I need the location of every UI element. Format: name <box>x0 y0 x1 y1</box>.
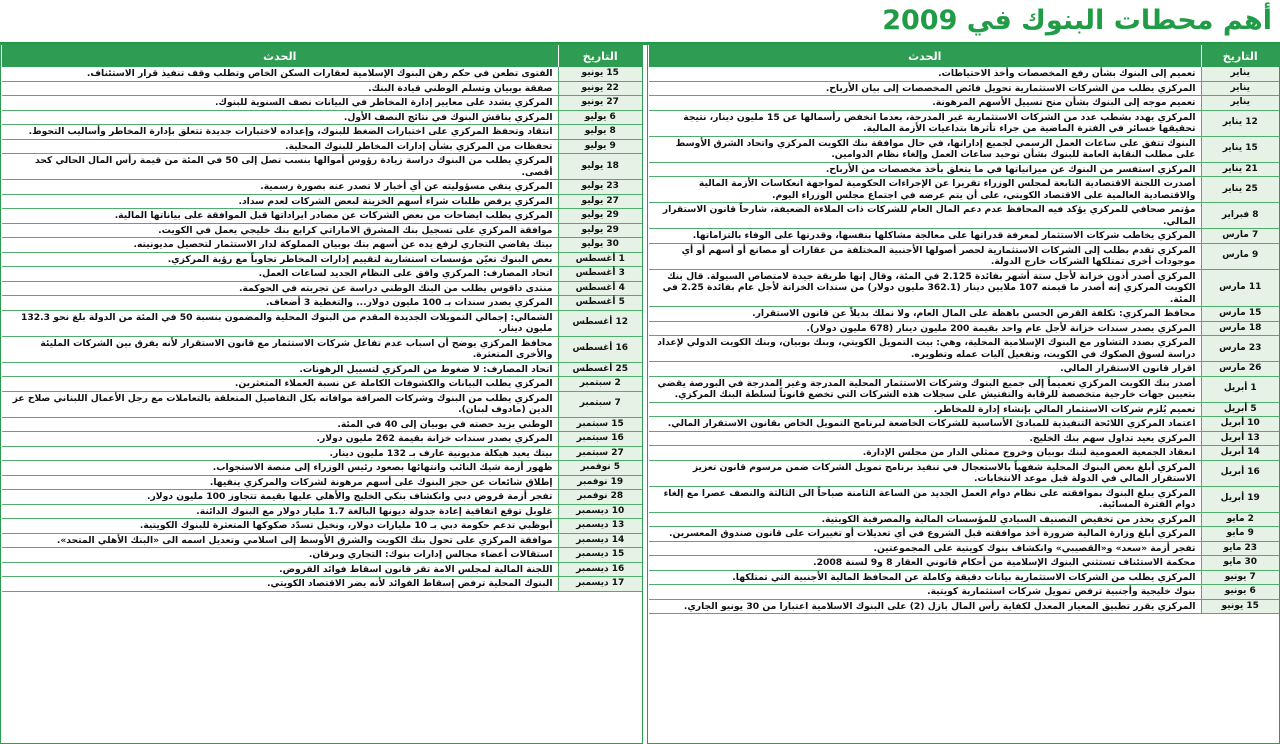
table-row <box>2 391 643 417</box>
table-row <box>2 180 643 195</box>
table-row <box>2 548 643 563</box>
row-event: مؤتمر صحافي للمركزي يؤكد فيه المحافظ عدم دعم المال العام للشركات ذات الملاءة الضعيفة، شارحاً قانون الاستقرار المالي. <box>649 203 1202 229</box>
table-row <box>2 154 643 180</box>
row-event: محافظ المركزي يوضح أن اسباب عدم تفاعل شركات الاستثمار مع قانون الاستقرار لأنه يفرق بين الشركات المليئة والأخرى المتعثرة. <box>2 336 559 362</box>
row-event: ظهور أزمة شيك النائب وانتهائها بصعود رئيس الوزراء إلى منصة الاستجواب. <box>2 461 559 476</box>
row-date: يناير <box>1201 81 1279 96</box>
row-event: المركزي أبلغ بعض البنوك المحلية شفهياً بالاستعجال في تنفيذ برنامج تمويل الشركات ضمن مرسوم قانون تعزيز الاستقرار المالي في الدولة قبل موعد الانتخابات. <box>649 460 1202 486</box>
row-date: 25 يناير <box>1201 177 1279 203</box>
row-event: أبوظبي تدعم حكومة دبي بـ 10 مليارات دولار، ونخيل تسدّد صكوكها المتعثرة للبنوك الكويتية. <box>2 519 559 534</box>
row-event: اللجنة المالية لمجلس الامة تقر قانون اسقاط فوائد القروض. <box>2 562 559 577</box>
table-row <box>2 110 643 125</box>
row-event: تعميم إلى البنوك بشأن رفع المخصصات وأخذ الاحتياطات. <box>649 67 1202 81</box>
row-date: 28 نوفمبر <box>558 490 642 505</box>
row-event: المركزي يشدد على معايير إدارة المخاطر في البيانات نصف السنوية للبنوك. <box>2 96 559 111</box>
table-row <box>2 296 643 311</box>
table-row <box>649 307 1280 322</box>
row-date: 14 أبريل <box>1201 446 1279 461</box>
table-row <box>649 486 1280 512</box>
row-event: الفتوى تطعن في حكم رهن البنوك الإسلامية لعقارات السكن الخاص وتطلب وقف تنفيذ قرار الاستئناف. <box>2 67 559 81</box>
row-event: تفجر أزمة «سعد» و«القصيبي» وانكشاف بنوك كويتية على المجموعتين. <box>649 541 1202 556</box>
row-event: تعميم موجه إلى البنوك بشأن منح تسييل الأسهم المرهونة. <box>649 96 1202 111</box>
timeline-table-left <box>0 44 643 744</box>
row-event: اتحاد المصارف: المركزي وافق على النظام الجديد لساعات العمل. <box>2 267 559 282</box>
row-event: البنوك المحلية ترفض إسقاط الفوائد لأنه يضر الاقتصاد الكويتي. <box>2 577 559 592</box>
row-date: 15 يونيو <box>1201 599 1279 614</box>
row-date: 15 ديسمبر <box>558 548 642 563</box>
row-date: 1 أبريل <box>1201 376 1279 402</box>
row-event: استقالات أعضاء مجالس إدارات بنوك: التجاري وبرقان. <box>2 548 559 563</box>
row-date: 29 يوليو <box>558 223 642 238</box>
row-event: تفجر أزمة قروض دبي وانكشاف بنكي الخليج والأهلي عليها بقيمة تتجاوز 100 مليون دولار. <box>2 490 559 505</box>
row-date: 7 سبتمبر <box>558 391 642 417</box>
row-date: 22 يونيو <box>558 81 642 96</box>
row-event: المركزي يصدر سندات خزانة لأجل عام واحد بقيمة 200 مليون دينار (678 مليون دولار). <box>649 321 1202 336</box>
table-row <box>649 177 1280 203</box>
row-date: 30 مايو <box>1201 556 1279 571</box>
row-event: بعض البنوك تعيّن مؤسسات استشارية لتقييم إدارات المخاطر تجاوباً مع رؤية المركزي. <box>2 252 559 267</box>
table-row <box>649 585 1280 600</box>
table-row <box>2 432 643 447</box>
row-date: 11 مارس <box>1201 269 1279 307</box>
table-row <box>2 96 643 111</box>
row-event: المركزي تقدم بطلب إلى الشركات الاستثمارية لحصر أصولها الأجنبية المختلفة من عقارات أو مصانع أو أسهم أو أي موجودات أخرى تمتلكها الشركات خارج الدولة. <box>649 243 1202 269</box>
row-date: يناير <box>1201 67 1279 81</box>
table-row <box>649 203 1280 229</box>
row-date: 4 أغسطس <box>558 281 642 296</box>
row-date: 10 أبريل <box>1201 417 1279 432</box>
row-date: 23 مايو <box>1201 541 1279 556</box>
row-date: 18 مارس <box>1201 321 1279 336</box>
row-date: 27 يونيو <box>558 96 642 111</box>
row-date: 2 مايو <box>1201 512 1279 527</box>
table-row <box>649 362 1280 377</box>
row-event: إطلاق شائعات عن حجز البنوك على أسهم مرهونة لشركات والمركزي ينفيها. <box>2 475 559 490</box>
table-row <box>2 577 643 592</box>
row-event: البنوك تتفق على ساعات العمل الرسمي لجميع إداراتها، في حال موافقة بنك الكويت المركزي واتحاد الشرق الأوسط على مطلب النقابة العامة للبنوك بشأن توحيد ساعات العمل وإلغاء نظام الدوامين. <box>649 136 1202 162</box>
row-date: 17 ديسمبر <box>558 577 642 592</box>
table-row <box>649 541 1280 556</box>
date-column-header: التاريخ <box>1201 45 1279 67</box>
row-date: 27 يوليو <box>558 194 642 209</box>
row-event: المركزي يصدر سندات خزانة بقيمة 262 مليون دولار. <box>2 432 559 447</box>
row-event: منتدى داقوس يطلب من البنك الوطني دراسة عن تجربته في الحوكمة. <box>2 281 559 296</box>
row-date: 7 مارس <box>1201 229 1279 244</box>
table-row <box>2 81 643 96</box>
row-date: 15 مارس <box>1201 307 1279 322</box>
table-row <box>649 376 1280 402</box>
title-bar <box>0 0 1280 45</box>
table-row <box>2 67 643 81</box>
table-row <box>2 504 643 519</box>
row-date: 27 سبتمبر <box>558 446 642 461</box>
table-row <box>2 377 643 392</box>
table-row <box>2 362 643 377</box>
table-row <box>2 125 643 140</box>
row-date: 16 أبريل <box>1201 460 1279 486</box>
row-event: الشمالي: إجمالي التمويلات الجديدة المقدم من البنوك المحلية والمضمون بنسبة 50 في المئة من الدولة بلغ نحو 132.3 مليون دينار. <box>2 310 559 336</box>
table-row <box>2 139 643 154</box>
row-date: 5 أبريل <box>1201 402 1279 417</box>
table-row <box>649 321 1280 336</box>
row-event: أصدرت اللجنة الاقتصادية التابعة لمجلس الوزراء تقريرا عن الإجراءات الحكومية لمواجهة انعكاسات الأزمة المالية والاقتصادية العالمية على الاقتصاد الكويتي، على أن يتم عرضه في اجتماع مجلس الوزراء اليوم. <box>649 177 1202 203</box>
row-date: 19 نوفمبر <box>558 475 642 490</box>
row-event: المركزي يرفض طلبات شراء أسهم الخزينة لبعض الشركات لعدم سداد. <box>2 194 559 209</box>
row-event: المركزي أصدر أذون خزانة لأجل ستة أشهر بفائدة 2.125 في المئة، وقال إنها طريقة جيدة لامتصاص السيولة. قال بنك الكويت المركزي إنه أصدر ما قيمته 107 ملايين دينار (362.1 مليون دولار) من سندات الخزانة لأجل عام بفائدة 2.25 في المئة. <box>649 269 1202 307</box>
row-date: 8 فبراير <box>1201 203 1279 229</box>
row-event: المركزي يهدد بشطب عدد من الشركات الاستثمارية غير المدرجة، بعدما انخفض رأسمالها عن 15 مليون دينار، نتيجة تحقيقها خسائر في الفترة الماضية من جراء تأثرها بتداعيات الأزمة المالية. <box>649 110 1202 136</box>
table-row <box>649 243 1280 269</box>
row-date: 9 مايو <box>1201 527 1279 542</box>
table-row <box>649 67 1280 81</box>
row-event: المركزي يصدر سندات بـ 100 مليون دولار... والتغطية 3 أضعاف. <box>2 296 559 311</box>
row-event: المركزي يطلب ايضاحات من بعض الشركات عن مصادر ايراداتها قبل الموافقة على بياناتها المالية. <box>2 209 559 224</box>
row-event: الوطني يزيد حصته في بوبيان إلى 40 في المئة. <box>2 417 559 432</box>
table-row <box>649 110 1280 136</box>
table-row <box>2 223 643 238</box>
timeline-table-right <box>647 44 1280 744</box>
row-event: المركزي ينفي مسؤوليته عن أي أخبار لا تصدر عنه بصورة رسمية. <box>2 180 559 195</box>
row-date: 12 أغسطس <box>558 310 642 336</box>
row-event: محكمة الاستئناف تستثني البنوك الإسلامية من أحكام قانوني العقار 8 و9 لسنة 2008. <box>649 556 1202 571</box>
row-date: 9 يوليو <box>558 139 642 154</box>
row-date: 15 يونيو <box>558 67 642 81</box>
row-event: موافقة المركزي على تسجيل بنك المشرق الاماراتي كرابع بنك خليجي يعمل في الكويت. <box>2 223 559 238</box>
table-row <box>2 562 643 577</box>
table-row <box>2 310 643 336</box>
row-date: 16 ديسمبر <box>558 562 642 577</box>
table-row <box>2 475 643 490</box>
table-row <box>2 417 643 432</box>
row-event: المركزي يطلب من البنوك وشركات الصرافة موافاته بكل التفاصيل المتعلقة بالتعاملات مع رجل الأعمال اللبناني صلاح عز الدين (مادوف لبنان). <box>2 391 559 417</box>
row-date: 7 يونيو <box>1201 570 1279 585</box>
event-column-header: الحدث <box>649 45 1202 67</box>
row-date: 23 يوليو <box>558 180 642 195</box>
row-event: اعتماد المركزي اللائحة التنفيذية للمبادئ الأساسية للشركات الخاضعة لبرنامج التمويل الخاص بقانون الاستقرار المالي. <box>649 417 1202 432</box>
row-event: صفقة بوبيان وتسلم الوطني قيادة البنك. <box>2 81 559 96</box>
table-row <box>649 599 1280 614</box>
table-row <box>649 269 1280 307</box>
row-date: يناير <box>1201 96 1279 111</box>
row-event: المركزي بصدد التشاور مع البنوك الإسلامية المحلية، وهي: بيت التمويل الكويتي، وبنك بوبيان، وبنك الكويت الدولي لإعداد دراسة لسوق الصكوك في الكويت، وتفعيل آليات عمله وتطويره. <box>649 336 1202 362</box>
row-event: محافظ المركزي: تكلفة القرض الحسن باهظة على المال العام، ولا نملك بديلاً عن قانون الاستقرار. <box>649 307 1202 322</box>
row-event: المركزي يقرر تطبيق المعيار المعدل لكفاية رأس المال بازل (2) على البنوك الاسلامية اعتبارا من 30 يونيو الجاري. <box>649 599 1202 614</box>
row-event: المركزي أبلغ وزارة المالية ضرورة أخذ موافقته قبل الشروع في أي تعديلات أو تغييرات على قانون صندوق المعسرين. <box>649 527 1202 542</box>
row-date: 10 ديسمبر <box>558 504 642 519</box>
row-event: تحفظات من المركزي بشأن إدارات المخاطر للبنوك المحلية. <box>2 139 559 154</box>
table-row <box>649 136 1280 162</box>
row-event: أصدر بنك الكويت المركزي تعميماً إلى جميع البنوك وشركات الاستثمار المحلية المدرجة وغير المدرجة في البورصة يقضي بتعيين جهات خارجية متخصصة للرقابة والتفتيش على سجلات هذه الشركات التي تخضع قانوناً لسلطة البنك المركزي. <box>649 376 1202 402</box>
table-row <box>649 431 1280 446</box>
table-row <box>649 556 1280 571</box>
row-event: اقرار قانون الاستقرار المالي. <box>649 362 1202 377</box>
table-row <box>649 417 1280 432</box>
row-date: 8 يوليو <box>558 125 642 140</box>
row-event: بيتك يعيد هيكلة مديونية عارف بـ 132 مليون دينار. <box>2 446 559 461</box>
table-row <box>649 402 1280 417</box>
row-date: 19 أبريل <box>1201 486 1279 512</box>
row-event: غلوبل توقع اتفاقية إعادة جدولة ديونها البالغة 1.7 مليار دولار مع البنوك الدائنة. <box>2 504 559 519</box>
table-row <box>2 533 643 548</box>
table-row <box>649 96 1280 111</box>
row-date: 21 يناير <box>1201 162 1279 177</box>
row-date: 1 أغسطس <box>558 252 642 267</box>
page-title: أهم محطات البنوك في 2009 <box>882 5 1272 36</box>
row-date: 12 يناير <box>1201 110 1279 136</box>
table-row <box>649 81 1280 96</box>
table-row <box>2 209 643 224</box>
row-date: 2 سبتمبر <box>558 377 642 392</box>
event-column-header: الحدث <box>2 45 559 67</box>
row-event: المركزي يطلب من الشركات الاستثمارية بيانات دقيقة وكاملة عن المحافظ المالية الأجنبية التي تمتلكها. <box>649 570 1202 585</box>
table-row <box>2 490 643 505</box>
table-row <box>2 252 643 267</box>
row-event: موافقة المركزي على تحول بنك الكويت والشرق الأوسط إلى اسلامي وتعديل اسمه الى «البنك الأهلي المتحد». <box>2 533 559 548</box>
row-date: 5 أغسطس <box>558 296 642 311</box>
row-date: 6 يونيو <box>1201 585 1279 600</box>
table-row <box>649 527 1280 542</box>
table-row <box>649 446 1280 461</box>
row-event: المركزي يعيد تداول سهم بنك الخليج. <box>649 431 1202 446</box>
row-event: المركزي يطلب من الشركات الاستثمارية تحويل فائض المخصصات إلى بيان الأرباح. <box>649 81 1202 96</box>
table-row <box>2 281 643 296</box>
row-date: 23 مارس <box>1201 336 1279 362</box>
row-date: 9 مارس <box>1201 243 1279 269</box>
table-row <box>2 461 643 476</box>
table-row <box>2 336 643 362</box>
date-column-header: التاريخ <box>558 45 642 67</box>
table-row <box>649 336 1280 362</box>
row-date: 18 يوليو <box>558 154 642 180</box>
row-date: 3 أغسطس <box>558 267 642 282</box>
row-event: المركزي استفسر من البنوك عن ميزانياتها في ما يتعلق بأخذ مخصصات من الأرباح. <box>649 162 1202 177</box>
table-row <box>2 194 643 209</box>
table-row <box>649 570 1280 585</box>
row-date: 16 أغسطس <box>558 336 642 362</box>
row-date: 5 نوفمبر <box>558 461 642 476</box>
row-date: 14 ديسمبر <box>558 533 642 548</box>
row-event: المركزي يطلب من البنوك دراسة زيادة رؤوس أموالها بنسب تصل إلى 50 في المئة من قيمة رأس المال الحالي كحد أقصى. <box>2 154 559 180</box>
row-event: انتقاد وتحفظ المركزي على اختبارات الضغط للبنوك، وإعداده لاختبارات جديدة تتعلق بإدارة المخاطر وأساليب التحوط. <box>2 125 559 140</box>
row-date: 30 يوليو <box>558 238 642 253</box>
row-event: المركزي يبلغ البنوك بموافقته على نظام دوام العمل الجديد من الساعة الثامنة صباحاً الى الثالثة والنصف عصرا مع إلغاء دوام الفترة المسائية. <box>649 486 1202 512</box>
row-date: 26 مارس <box>1201 362 1279 377</box>
table-row <box>2 446 643 461</box>
table-row <box>2 267 643 282</box>
table-row <box>2 238 643 253</box>
row-event: بيتك يقاضي التجاري لرفع يده عن أسهم بنك بوبيان المملوكة لدار الاستثمار لتحصيل مديونيته. <box>2 238 559 253</box>
row-date: 25 أغسطس <box>558 362 642 377</box>
row-date: 13 ديسمبر <box>558 519 642 534</box>
row-date: 15 يناير <box>1201 136 1279 162</box>
row-date: 29 يوليو <box>558 209 642 224</box>
row-event: المركزي يطلب البيانات والكشوفات الكاملة عن نسبة العملاء المتعثرين. <box>2 377 559 392</box>
table-row <box>649 162 1280 177</box>
row-event: بنوك خليجية وأجنبية ترفض تمويل شركات استثمارية كويتية. <box>649 585 1202 600</box>
row-date: 16 سبتمبر <box>558 432 642 447</box>
table-row <box>649 229 1280 244</box>
row-date: 15 سبتمبر <box>558 417 642 432</box>
row-event: انعقاد الجمعية العمومية لبنك بوبيان وخروج ممثلي الدار من مجلس الإدارة. <box>649 446 1202 461</box>
row-event: المركزي يحذر من تخفيض التصنيف السيادي للمؤسسات المالية والمصرفية الكويتية. <box>649 512 1202 527</box>
table-row <box>649 460 1280 486</box>
row-event: المركزي يناقش البنوك في نتائج النصف الأول. <box>2 110 559 125</box>
table-row <box>649 512 1280 527</box>
row-date: 6 يوليو <box>558 110 642 125</box>
row-date: 13 أبريل <box>1201 431 1279 446</box>
table-row <box>2 519 643 534</box>
row-event: اتحاد المصارف: لا ضغوط من المركزي لتسييل الرهونات. <box>2 362 559 377</box>
row-event: المركزي يخاطب شركات الاستثمار لمعرفة قدراتها على معالجة مشاكلها بنفسها، وقدرتها على الوفاء بالتزاماتها. <box>649 229 1202 244</box>
row-event: تعميم يُلزم شركات الاستثمار المالي بإنشاء إدارة للمخاطر. <box>649 402 1202 417</box>
